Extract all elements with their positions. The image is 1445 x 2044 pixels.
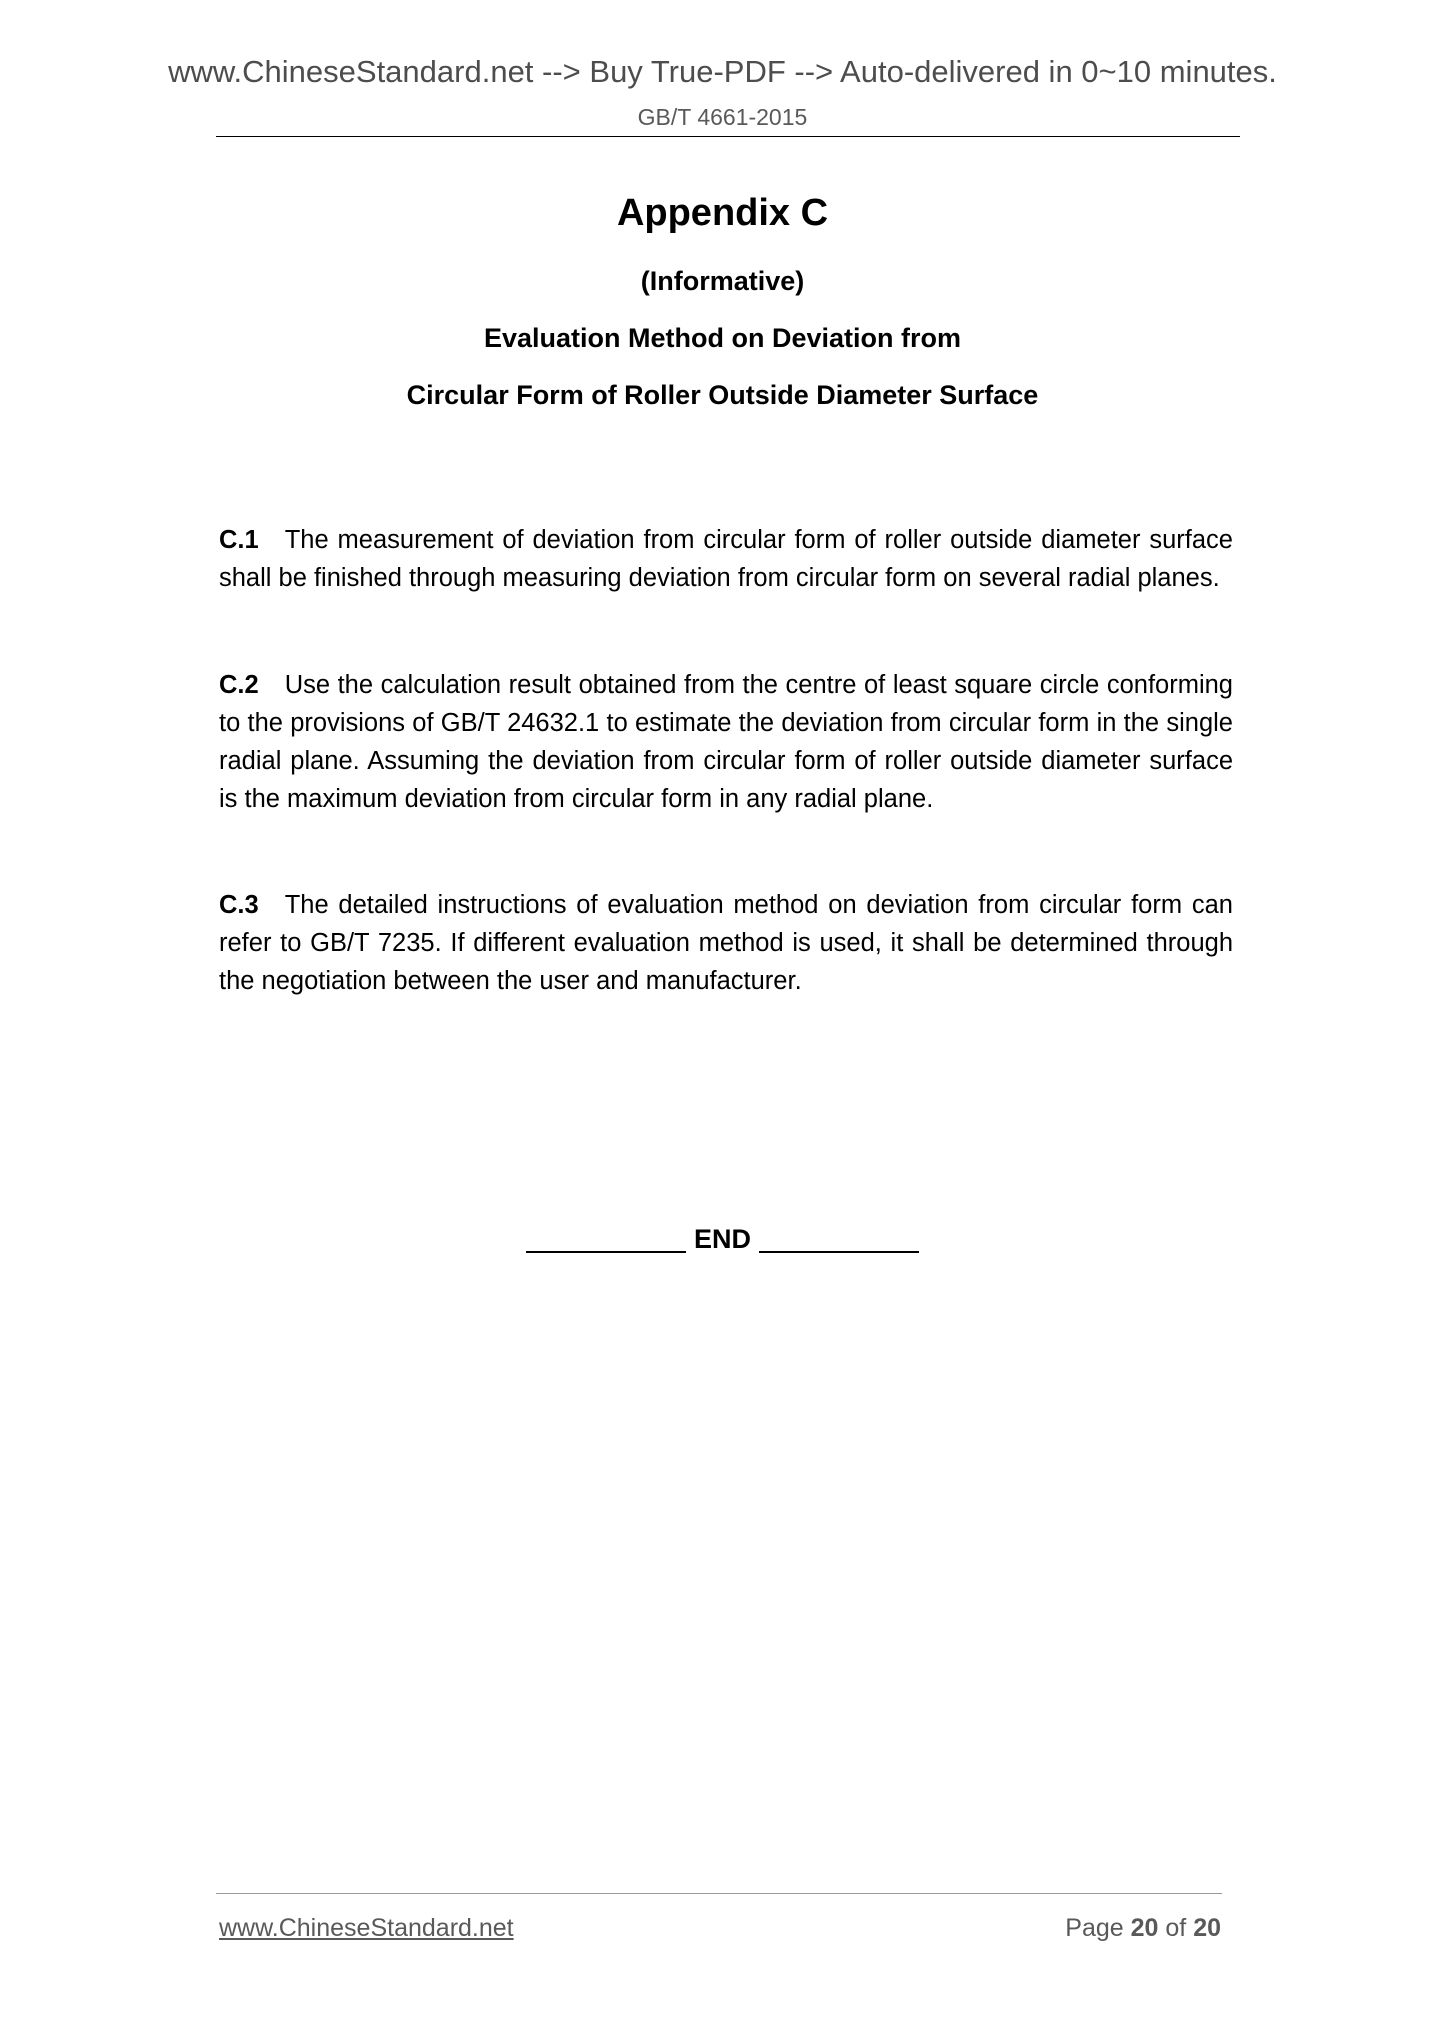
end-blank-right	[759, 1227, 919, 1253]
clause-c2	[219, 666, 1233, 818]
appendix-nature: (Informative)	[640, 266, 805, 296]
clause-text: Use the calculation result obtained from the centre of least square circle conforming to the provisions of GB/T 24632.1 to estimate the deviation from circular form in the single radial plane. Assuming the deviation from circular form of roller outside diameter surface is the maximum deviation from circular form in any radial plane.	[219, 671, 1233, 813]
clause-number: C.2	[219, 671, 259, 699]
appendix-title: Appendix C	[616, 192, 829, 234]
header-divider	[216, 136, 1240, 137]
header-banner[interactable]: www.ChineseStandard.net --> Buy True-PDF --> Auto-delivered in 0~10 minutes.	[168, 54, 1277, 89]
appendix-subtitle-line-1: Evaluation Method on Deviation from	[483, 323, 962, 353]
clause-text: The detailed instructions of evaluation method on deviation from circular form can refer to GB/T 7235. If different evaluation method is used, it shall be determined through the negotiation between the user and manufacturer.	[219, 891, 1233, 995]
end-text: END	[693, 1224, 751, 1254]
page-total: 20	[1193, 1914, 1221, 1942]
clause-c1	[219, 521, 1233, 597]
clause-text: The measurement of deviation from circular form of roller outside diameter surface shall be finished through measuring deviation from circular form on several radial planes.	[219, 526, 1233, 592]
end-marker	[0, 1226, 1445, 1253]
page-of: of	[1165, 1914, 1187, 1942]
page-indicator	[1065, 1916, 1221, 1941]
appendix-subtitle-line-2: Circular Form of Roller Outside Diameter Surface	[406, 380, 1039, 410]
footer-site-link[interactable]: www.ChineseStandard.net	[219, 1914, 514, 1942]
clause-c3	[219, 886, 1233, 1000]
clause-number: C.3	[219, 891, 259, 919]
footer-divider	[216, 1893, 1222, 1894]
document-code: GB/T 4661-2015	[637, 104, 808, 130]
page-prefix: Page	[1065, 1914, 1124, 1942]
end-blank-left	[526, 1227, 686, 1253]
page-current: 20	[1130, 1914, 1159, 1942]
clause-number: C.1	[219, 526, 259, 554]
